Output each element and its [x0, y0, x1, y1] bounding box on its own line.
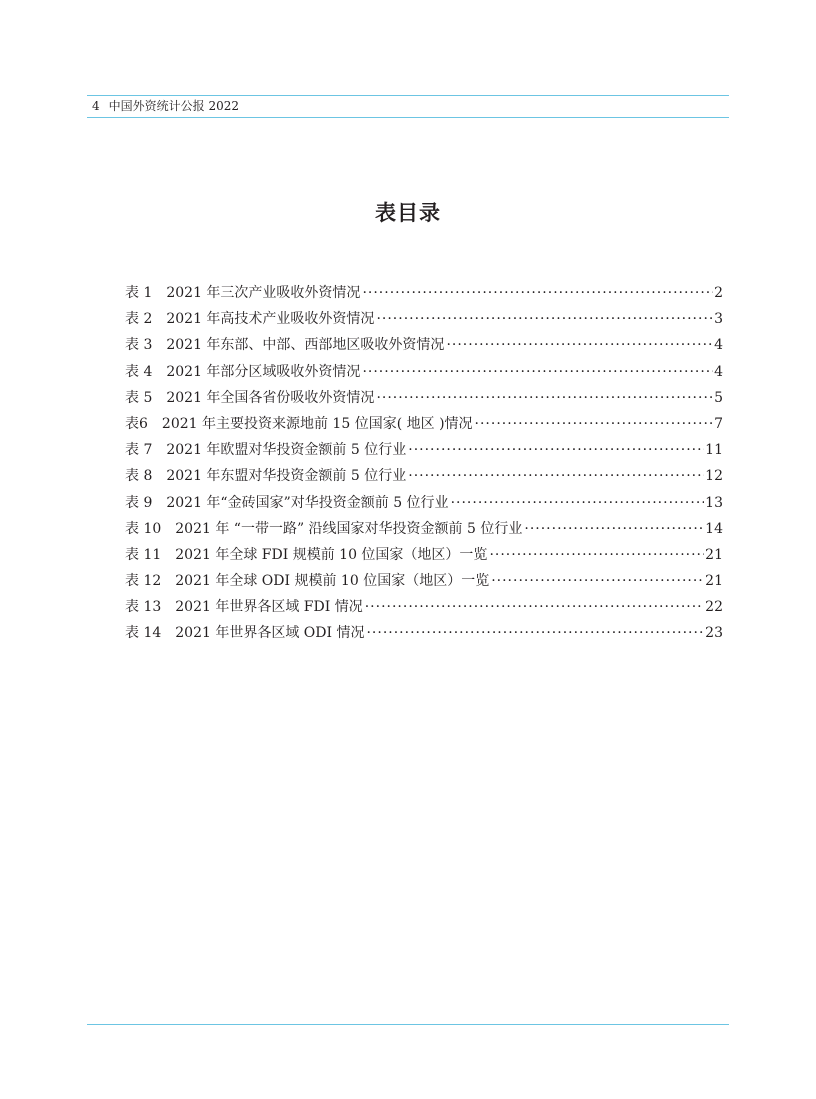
- footer-rule: [87, 1024, 729, 1025]
- page-number: 4: [92, 99, 100, 113]
- toc-entry-label: 表 11 2021 年全球 FDI 规模前 10 位国家（地区）一览: [125, 546, 488, 563]
- toc-entry-page: 13: [705, 494, 723, 511]
- toc-entry-label: 表 8 2021 年东盟对华投资金额前 5 位行业: [125, 468, 407, 485]
- toc-entry[interactable]: [125, 516, 723, 542]
- toc-entry-page: 14: [705, 520, 723, 537]
- toc-entry-page: 5: [714, 389, 723, 406]
- dot-leader: [376, 385, 713, 411]
- toc-entry-page: 21: [705, 573, 723, 590]
- page-title: 表目录: [375, 200, 441, 225]
- dot-leader: [451, 490, 705, 516]
- running-head: [92, 99, 239, 113]
- dot-leader: [489, 542, 704, 568]
- toc-entry-label: 表 14 2021 年世界各区域 ODI 情况: [125, 625, 365, 642]
- dot-leader: [408, 437, 704, 463]
- dot-leader: [408, 463, 704, 489]
- toc-entry-page: 22: [705, 599, 723, 616]
- publication-title: 中国外资统计公报 2022: [108, 99, 239, 113]
- toc-entry-label: 表 13 2021 年世界各区域 FDI 情况: [125, 599, 363, 616]
- toc-entry-page: 4: [714, 363, 723, 380]
- header-rule-top: [87, 95, 729, 96]
- toc-entry[interactable]: [125, 411, 723, 437]
- toc-entry-label: 表 9 2021 年“金砖国家”对华投资金额前 5 位行业: [125, 494, 449, 511]
- toc-entry-page: 11: [705, 442, 723, 459]
- toc-entry[interactable]: [125, 568, 723, 594]
- toc-entry-label: 表 3 2021 年东部、中部、西部地区吸收外资情况: [125, 337, 445, 354]
- toc-entry[interactable]: [125, 463, 723, 489]
- dot-leader: [362, 359, 713, 385]
- table-of-contents: [125, 280, 723, 647]
- toc-entry[interactable]: [125, 306, 723, 332]
- toc-entry[interactable]: [125, 490, 723, 516]
- dot-leader: [446, 332, 713, 358]
- dot-leader: [366, 620, 704, 646]
- toc-entry-page: 4: [714, 337, 723, 354]
- dot-leader: [491, 568, 704, 594]
- toc-entry-label: 表 4 2021 年部分区域吸收外资情况: [125, 363, 361, 380]
- toc-entry[interactable]: [125, 437, 723, 463]
- dot-leader: [362, 280, 713, 306]
- toc-entry-page: 2: [714, 285, 723, 301]
- toc-entry-label: 表 7 2021 年欧盟对华投资金额前 5 位行业: [125, 442, 407, 459]
- toc-entry[interactable]: [125, 359, 723, 385]
- dot-leader: [376, 306, 713, 332]
- toc-entry-label: 表 2 2021 年高技术产业吸收外资情况: [125, 311, 375, 328]
- toc-entry-page: 21: [705, 546, 723, 563]
- toc-entry-label: 表 10 2021 年 “一带一路” 沿线国家对华投资金额前 5 位行业: [125, 520, 523, 537]
- toc-entry-page: 7: [714, 415, 723, 432]
- toc-entry[interactable]: [125, 542, 723, 568]
- dot-leader: [475, 411, 714, 437]
- toc-entry[interactable]: [125, 594, 723, 620]
- toc-entry-label: 表 12 2021 年全球 ODI 规模前 10 位国家（地区）一览: [125, 573, 490, 590]
- toc-entry[interactable]: [125, 332, 723, 358]
- toc-entry-page: 3: [714, 311, 723, 328]
- toc-entry-label: 表 5 2021 年全国各省份吸收外资情况: [125, 389, 375, 406]
- toc-entry-label: 表 1 2021 年三次产业吸收外资情况: [125, 285, 361, 301]
- toc-entry[interactable]: [125, 620, 723, 646]
- toc-entry-page: 23: [705, 625, 723, 642]
- header-rule-bottom: [87, 117, 729, 118]
- toc-entry[interactable]: [125, 280, 723, 306]
- toc-entry-label: 表6 2021 年主要投资来源地前 15 位国家( 地区 )情况: [125, 415, 473, 432]
- toc-entry-page: 12: [705, 468, 723, 485]
- dot-leader: [365, 594, 704, 620]
- toc-entry[interactable]: [125, 385, 723, 411]
- dot-leader: [524, 516, 704, 542]
